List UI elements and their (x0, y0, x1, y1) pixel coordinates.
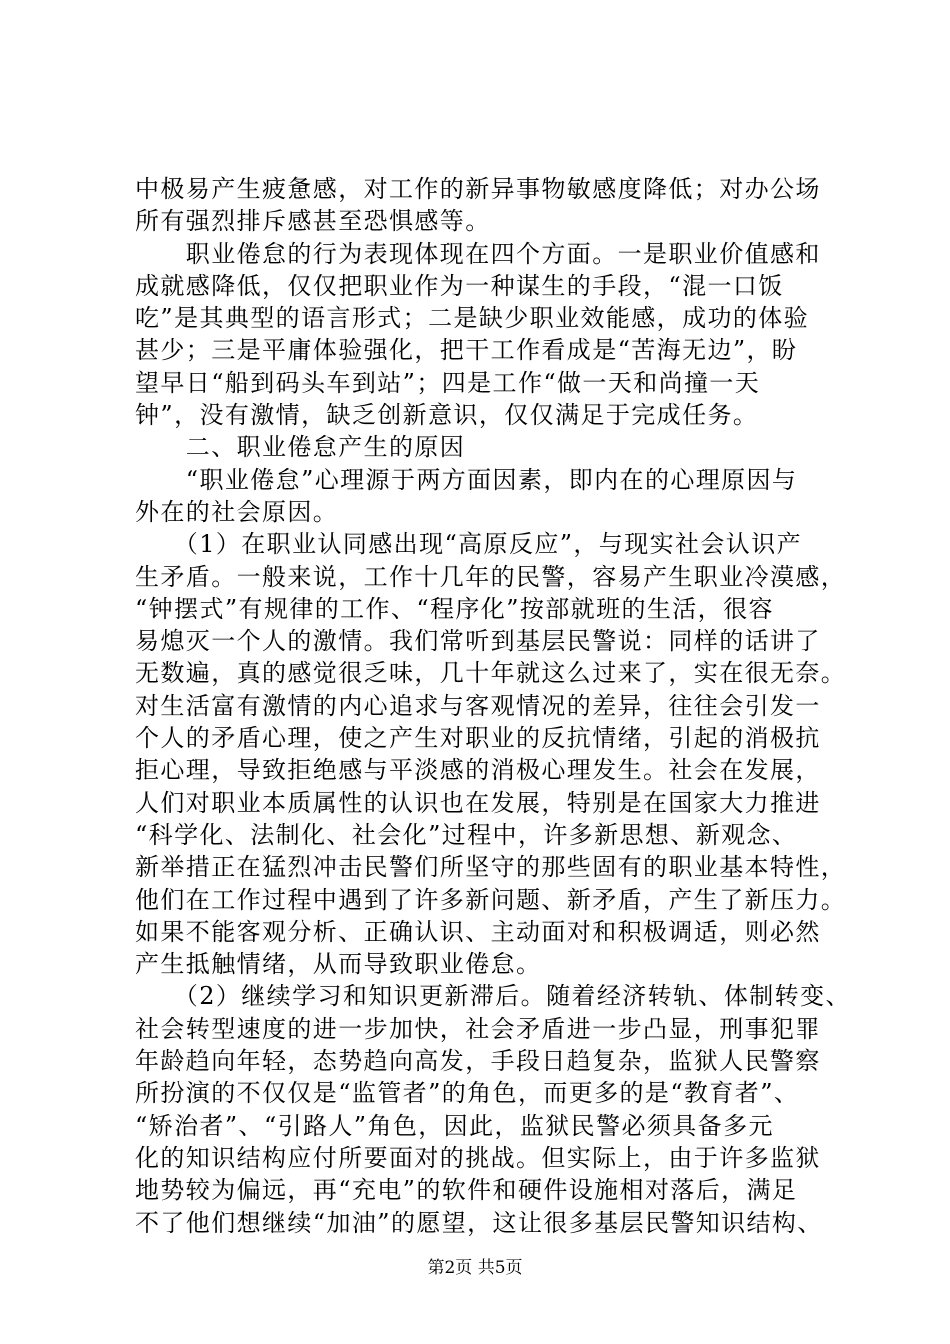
text-line: （1）在职业认同感出现“高原反应”，与现实社会认识产 (135, 530, 803, 559)
text-line: 如果不能客观分析、正确认识、主动面对和积极调适，则必然 (135, 917, 821, 946)
text-line: 年龄趋向年轻，态势趋向高发，手段日趋复杂，监狱人民警察 (135, 1047, 821, 1076)
text-line: 对生活富有激情的内心追求与客观情况的差异，往往会引发一 (135, 691, 821, 720)
text-line: 二、职业倦怠产生的原因 (135, 433, 466, 462)
text-line: 地势较为偏远，再“充电”的软件和硬件设施相对落后，满足 (135, 1176, 798, 1205)
text-line: 望早日“船到码头车到站”；四是工作“做一天和尚撞一天 (135, 368, 761, 397)
text-line: 他们在工作过程中遇到了许多新问题、新矛盾，产生了新压力。 (135, 885, 847, 914)
text-line: “科学化、法制化、社会化”过程中，许多新思想、新观念、 (135, 820, 798, 849)
text-line: “矫治者”、“引路人”角色，因此，监狱民警必须具备多元 (135, 1111, 774, 1140)
text-line: 不了他们想继续“加油”的愿望，这让很多基层民警知识结构、 (135, 1208, 823, 1237)
text-line: 钟”，没有激情，缺乏创新意识，仅仅满足于完成任务。 (135, 401, 759, 430)
text-line: 新举措正在猛烈冲击民警们所坚守的那些固有的职业基本特性， (135, 853, 847, 882)
body-text (135, 173, 851, 1239)
text-line: 所有强烈排斥感甚至恐惧感等。 (135, 207, 491, 236)
text-line: 人们对职业本质属性的认识也在发展，特别是在国家大力推进 (135, 788, 821, 817)
text-line: 个人的矛盾心理，使之产生对职业的反抗情绪，引起的消极抗 (135, 724, 821, 753)
text-line: 易熄灭一个人的激情。我们常听到基层民警说：同样的话讲了 (135, 627, 821, 656)
text-line: 无数遍，真的感觉很乏味，几十年就这么过来了，实在很无奈。 (135, 659, 847, 688)
text-line: （2）继续学习和知识更新滞后。随着经济转轨、体制转变、 (135, 982, 851, 1011)
text-line: “钟摆式”有规律的工作、“程序化”按部就班的生活，很容 (135, 594, 774, 623)
text-line: 吃”是其典型的语言形式；二是缺少职业效能感，成功的体验 (135, 304, 810, 333)
text-line: 生矛盾。一般来说，工作十几年的民警，容易产生职业冷漠感， (135, 562, 847, 591)
text-line: 社会转型速度的进一步加快，社会矛盾进一步凸显，刑事犯罪 (135, 1014, 821, 1043)
text-line: 甚少；三是平庸体验强化，把干工作看成是“苦海无边”，盼 (135, 336, 798, 365)
text-line: 成就感降低，仅仅把职业作为一种谋生的手段，“混一口饭 (135, 271, 784, 300)
page-footer: 第2页 共5页 (427, 1258, 523, 1278)
text-line: 拒心理，导致拒绝感与平淡感的消极心理发生。社会在发展， (135, 756, 821, 785)
text-line: “职业倦怠”心理源于两方面因素，即内在的心理原因与 (135, 465, 798, 494)
text-line: 化的知识结构应付所要面对的挑战。但实际上，由于许多监狱 (135, 1143, 821, 1172)
text-line: 职业倦怠的行为表现体现在四个方面。一是职业价值感和 (135, 239, 821, 268)
text-line: 所扮演的不仅仅是“监管者”的角色，而更多的是“教育者”、 (135, 1079, 800, 1108)
text-line: 外在的社会原因。 (135, 497, 339, 526)
text-line: 产生抵触情绪，从而导致职业倦怠。 (135, 950, 542, 979)
text-line: 中极易产生疲惫感，对工作的新异事物敏感度降低；对办公场 (135, 175, 821, 203)
